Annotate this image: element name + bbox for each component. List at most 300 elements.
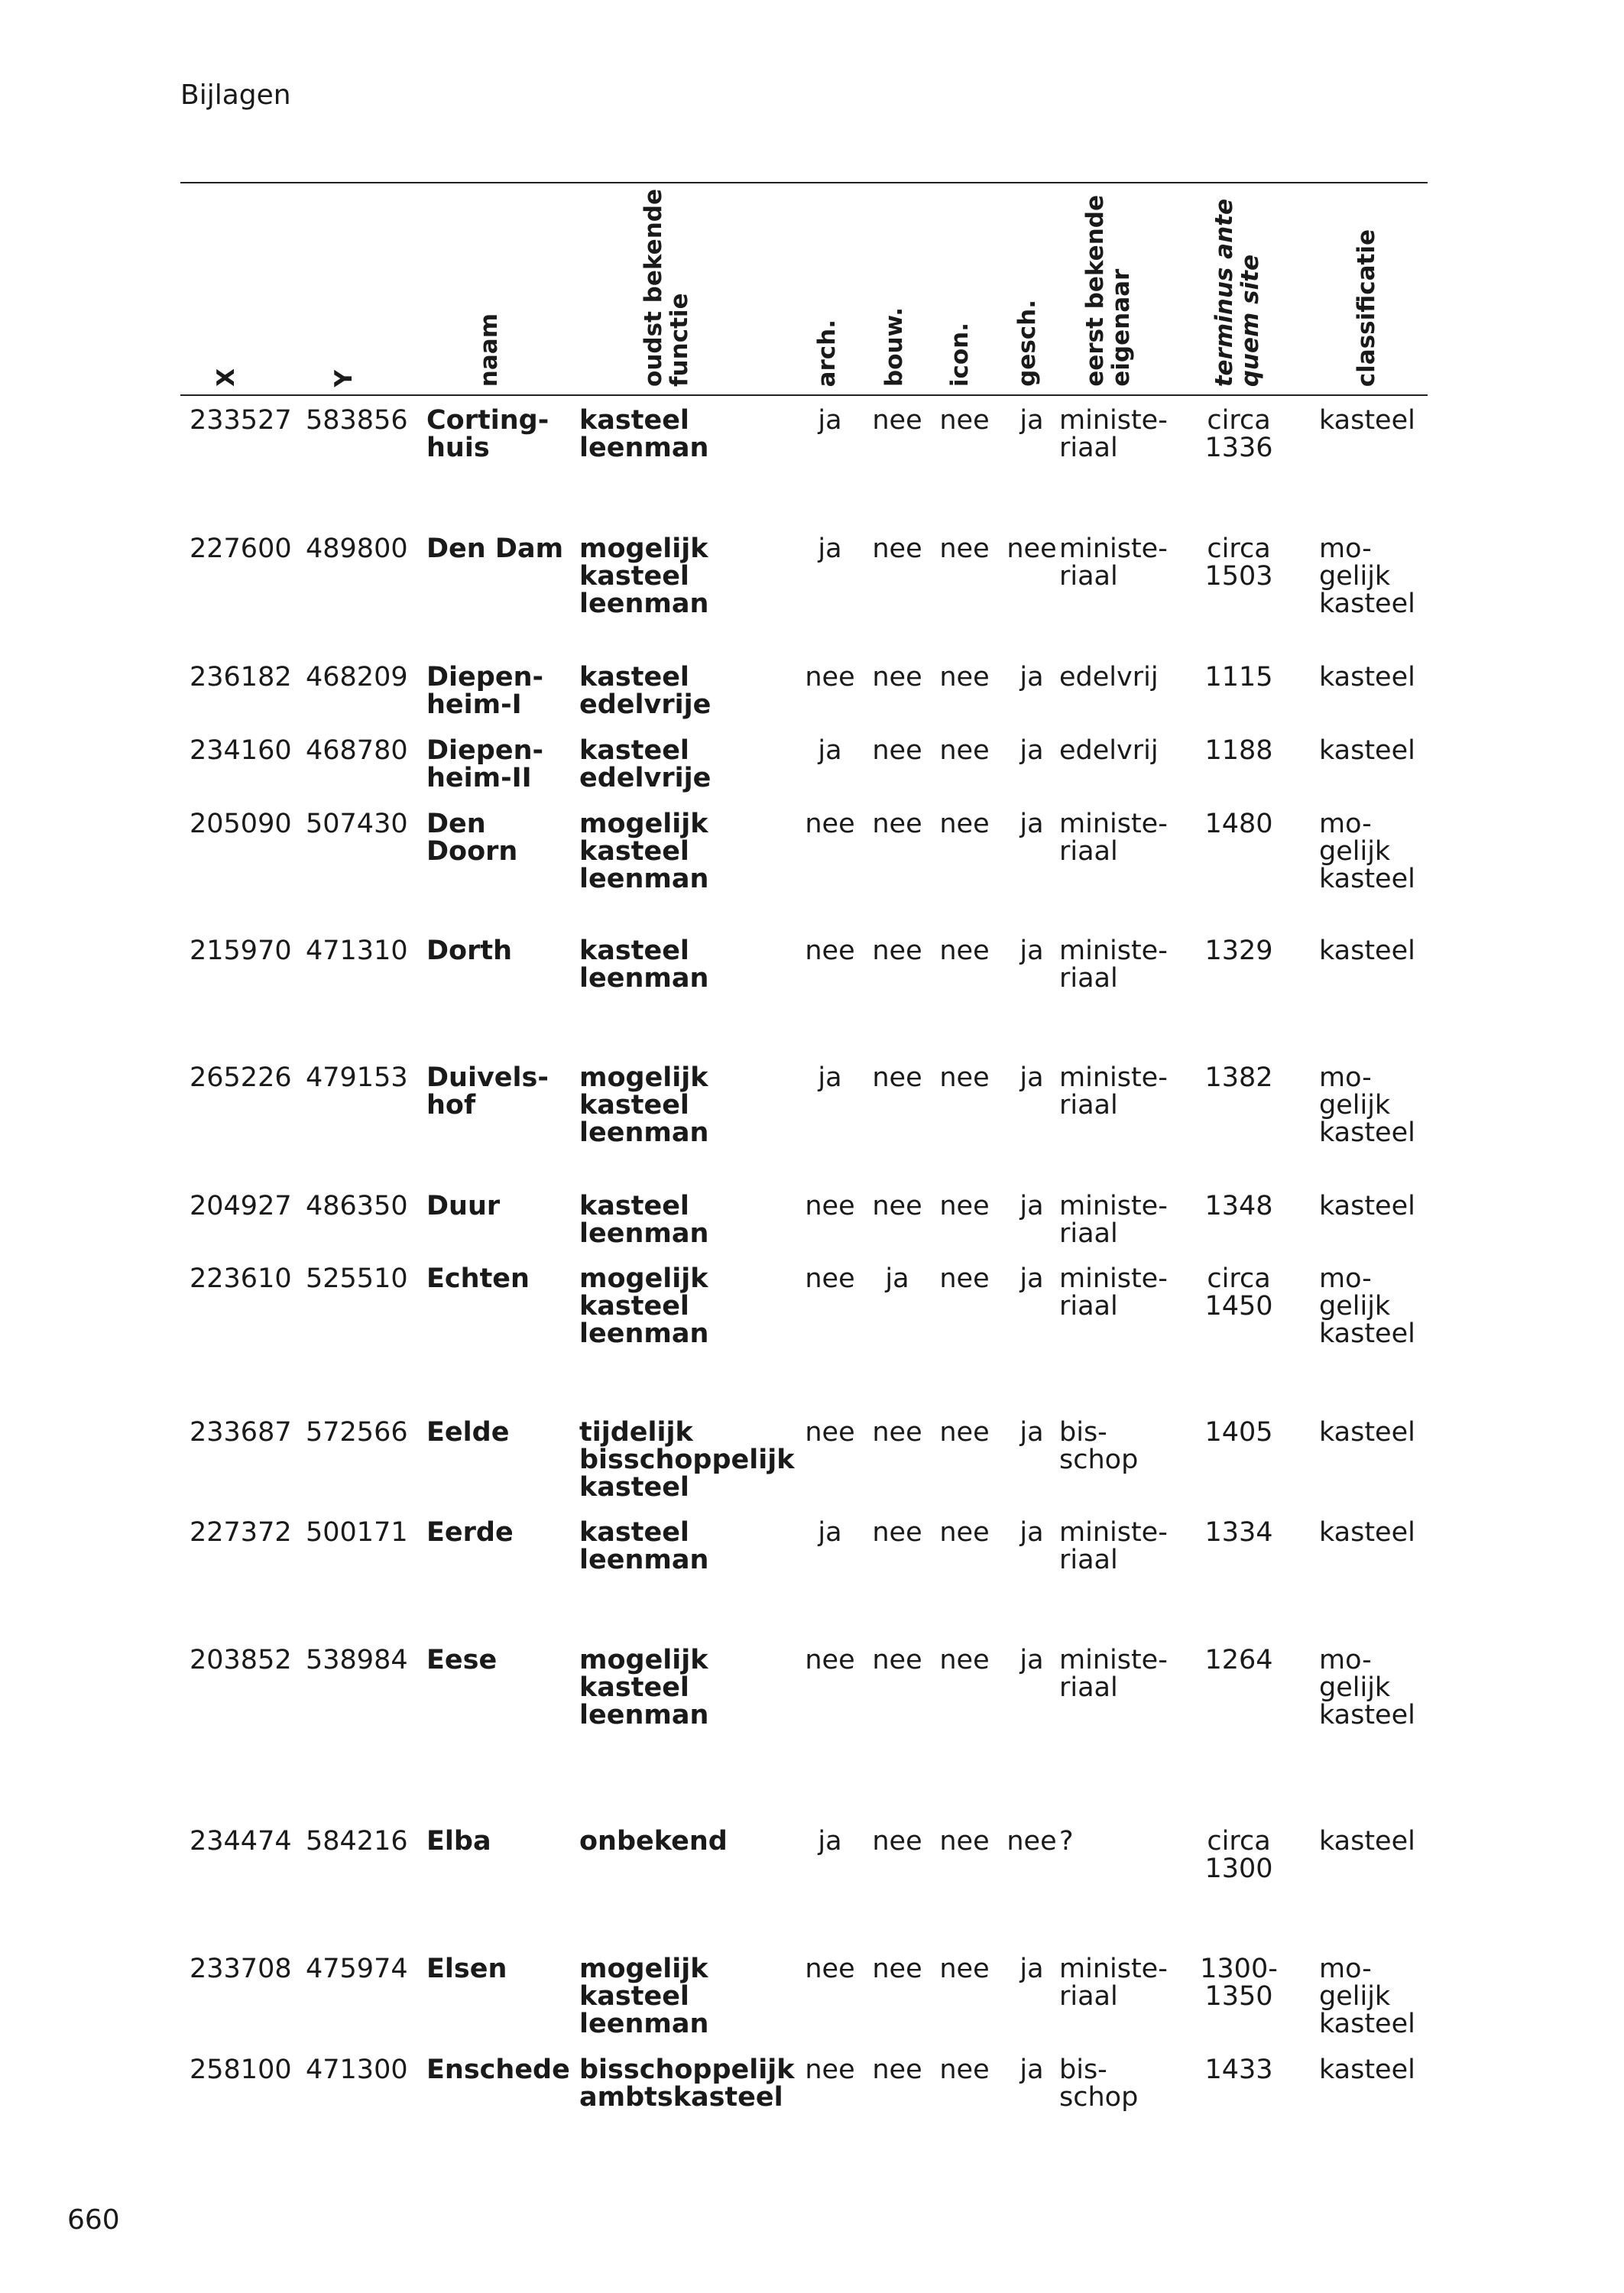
cell-functie-line: bisschoppelijk xyxy=(579,1445,795,1475)
cell-classificatie-line: gelijk xyxy=(1319,561,1391,592)
cell-eigenaar-line: ministe- xyxy=(1059,809,1168,839)
cell-naam-line: heim-I xyxy=(426,689,522,720)
cell-naam-line: Diepen- xyxy=(426,735,544,766)
cell-eigenaar-line: ministe- xyxy=(1059,936,1168,966)
cell-icon: nee xyxy=(939,1645,990,1675)
cell-eigenaar-line: ministe- xyxy=(1059,534,1168,564)
cell-icon: nee xyxy=(939,1954,990,1984)
cell-functie-line: kasteel xyxy=(579,1981,689,2012)
cell-functie xyxy=(579,1828,786,1855)
cell-classificatie-line: gelijk xyxy=(1319,1981,1391,2012)
cell-eigenaar-line: ministe- xyxy=(1059,1645,1168,1675)
cell-icon: nee xyxy=(939,2055,990,2085)
page-number: 660 xyxy=(67,2204,120,2236)
cell-bouw: nee xyxy=(872,405,922,436)
cell-y: 538984 xyxy=(306,1645,408,1675)
cell-gesch: ja xyxy=(1019,1191,1044,1221)
cell-terminus-line: circa xyxy=(1207,1263,1271,1294)
header-functie-line: functie xyxy=(666,293,693,387)
cell-eigenaar-line: bis- xyxy=(1059,2055,1107,2085)
cell-functie-line: kasteel xyxy=(579,1472,689,1503)
header-functie xyxy=(640,189,692,387)
cell-bouw: nee xyxy=(872,2055,922,2085)
cell-functie-line: mogelijk xyxy=(579,1645,708,1675)
cell-terminus-line: 1115 xyxy=(1204,662,1273,692)
cell-classificatie-line: gelijk xyxy=(1319,836,1391,867)
cell-naam xyxy=(426,1519,572,1546)
cell-arch: nee xyxy=(805,2055,855,2085)
cell-classificatie-line: kasteel xyxy=(1319,662,1415,692)
cell-terminus xyxy=(1197,737,1281,764)
cell-naam-line: Doorn xyxy=(426,836,518,867)
cell-classificatie-line: kasteel xyxy=(1319,864,1415,894)
header-terminus xyxy=(1211,199,1263,387)
header-icon-line: icon. xyxy=(946,322,974,387)
cell-classificatie-line: kasteel xyxy=(1319,1517,1415,1548)
cell-terminus xyxy=(1197,1828,1281,1883)
cell-naam xyxy=(426,1192,572,1220)
cell-terminus-line: 1480 xyxy=(1204,809,1273,839)
cell-naam-line: Den Dam xyxy=(426,534,564,564)
cell-y: 583856 xyxy=(306,405,408,436)
cell-icon: nee xyxy=(939,1517,990,1548)
cell-classificatie-line: kasteel xyxy=(1319,405,1415,436)
cell-terminus xyxy=(1197,535,1281,590)
header-classificatie xyxy=(1353,229,1379,387)
cell-functie-line: leenman xyxy=(579,1117,709,1148)
cell-eigenaar xyxy=(1059,535,1189,590)
cell-classificatie-line: kasteel xyxy=(1319,2009,1415,2039)
cell-bouw: nee xyxy=(872,1954,922,1984)
cell-icon: nee xyxy=(939,1062,990,1093)
cell-y: 507430 xyxy=(306,809,408,839)
cell-classificatie xyxy=(1319,810,1426,893)
cell-terminus-line: 1300 xyxy=(1204,1854,1273,1884)
cell-terminus-line: 1405 xyxy=(1204,1417,1273,1448)
cell-terminus-line: 1188 xyxy=(1204,735,1273,766)
cell-naam xyxy=(426,1955,572,1983)
cell-y: 479153 xyxy=(306,1062,408,1093)
cell-arch: ja xyxy=(818,1517,842,1548)
cell-terminus xyxy=(1197,407,1281,462)
cell-icon: nee xyxy=(939,809,990,839)
cell-naam-line: Diepen- xyxy=(426,662,544,692)
cell-eigenaar-line: ministe- xyxy=(1059,1191,1168,1221)
cell-x: 234474 xyxy=(190,1826,292,1857)
cell-functie-line: onbekend xyxy=(579,1826,728,1857)
cell-functie xyxy=(579,2055,795,2113)
cell-functie-line: bisschoppelijk xyxy=(579,2055,795,2085)
cell-functie xyxy=(579,810,786,893)
cell-functie-line: kasteel xyxy=(579,1517,689,1548)
cell-x: 233527 xyxy=(190,405,292,436)
cell-naam xyxy=(426,407,572,462)
cell-naam-line: Echten xyxy=(426,1263,530,1294)
cell-functie xyxy=(579,1519,786,1574)
header-gesch-line: gesch. xyxy=(1013,300,1041,387)
header-classificatie-line: classificatie xyxy=(1353,229,1380,387)
cell-terminus-line: 1382 xyxy=(1204,1062,1273,1093)
cell-functie xyxy=(579,1265,786,1348)
cell-icon: nee xyxy=(939,662,990,692)
cell-functie-line: leenman xyxy=(579,433,709,463)
header-x xyxy=(213,368,239,387)
cell-functie-line: mogelijk xyxy=(579,1954,708,1984)
cell-naam-line: Eerde xyxy=(426,1517,514,1548)
cell-classificatie-line: mo- xyxy=(1319,809,1372,839)
cell-classificatie xyxy=(1319,2056,1426,2084)
cell-arch: ja xyxy=(818,1826,842,1857)
cell-naam-line: Enschede xyxy=(426,2055,570,2085)
running-head: Bijlagen xyxy=(180,79,291,111)
cell-eigenaar xyxy=(1059,663,1189,691)
cell-terminus xyxy=(1197,1265,1281,1320)
cell-y: 471310 xyxy=(306,936,408,966)
cell-eigenaar xyxy=(1059,2056,1189,2111)
cell-functie xyxy=(579,1646,786,1729)
cell-bouw: nee xyxy=(872,1191,922,1221)
cell-gesch: ja xyxy=(1019,1263,1044,1294)
cell-bouw: nee xyxy=(872,936,922,966)
cell-arch: nee xyxy=(805,1417,855,1448)
cell-functie-line: tijdelijk xyxy=(579,1417,693,1448)
cell-classificatie xyxy=(1319,1828,1426,1855)
header-bouw xyxy=(881,307,907,387)
cell-classificatie xyxy=(1319,1519,1426,1546)
cell-classificatie-line: gelijk xyxy=(1319,1291,1391,1322)
cell-gesch: ja xyxy=(1019,662,1044,692)
cell-eigenaar xyxy=(1059,1265,1189,1320)
header-eigenaar-line: eerst bekende xyxy=(1081,195,1109,387)
cell-arch: ja xyxy=(818,534,842,564)
cell-naam-line: Eese xyxy=(426,1645,498,1675)
cell-functie xyxy=(579,737,786,792)
cell-eigenaar xyxy=(1059,1064,1189,1119)
cell-x: 233687 xyxy=(190,1417,292,1448)
cell-functie-line: kasteel xyxy=(579,1090,689,1121)
cell-bouw: ja xyxy=(885,1263,909,1294)
cell-icon: nee xyxy=(939,405,990,436)
cell-eigenaar-line: ministe- xyxy=(1059,1954,1168,1984)
cell-eigenaar-line: ministe- xyxy=(1059,1263,1168,1294)
header-eigenaar-line: eigenaar xyxy=(1107,268,1135,387)
cell-gesch: ja xyxy=(1019,1517,1044,1548)
cell-eigenaar xyxy=(1059,1419,1189,1474)
cell-eigenaar-line: schop xyxy=(1059,1445,1139,1475)
cell-classificatie-line: mo- xyxy=(1319,1645,1372,1675)
cell-x: 203852 xyxy=(190,1645,292,1675)
cell-functie-line: kasteel xyxy=(579,405,689,436)
cell-y: 486350 xyxy=(306,1191,408,1221)
cell-naam xyxy=(426,810,572,865)
cell-classificatie xyxy=(1319,1192,1426,1220)
cell-eigenaar-line: ? xyxy=(1059,1826,1074,1857)
cell-naam xyxy=(426,1646,572,1674)
cell-terminus xyxy=(1197,663,1281,691)
cell-functie xyxy=(579,1955,786,2038)
cell-icon: nee xyxy=(939,1191,990,1221)
table-header-row xyxy=(180,183,1428,396)
cell-eigenaar-line: riaal xyxy=(1059,1090,1118,1121)
cell-x: 265226 xyxy=(190,1062,292,1093)
cell-classificatie-line: kasteel xyxy=(1319,1318,1415,1349)
cell-functie-line: leenman xyxy=(579,1218,709,1249)
cell-functie-line: kasteel xyxy=(579,1672,689,1703)
cell-naam xyxy=(426,663,572,718)
cell-terminus xyxy=(1197,937,1281,965)
header-eigenaar xyxy=(1082,195,1134,387)
cell-x: 233708 xyxy=(190,1954,292,1984)
cell-classificatie-line: kasteel xyxy=(1319,936,1415,966)
cell-naam xyxy=(426,1064,572,1119)
cell-classificatie xyxy=(1319,1646,1426,1729)
cell-eigenaar xyxy=(1059,1955,1189,2010)
cell-classificatie xyxy=(1319,1419,1426,1446)
header-naam xyxy=(476,313,502,387)
cell-classificatie xyxy=(1319,737,1426,764)
cell-arch: ja xyxy=(818,735,842,766)
cell-eigenaar-line: ministe- xyxy=(1059,405,1168,436)
cell-classificatie xyxy=(1319,1955,1426,2038)
cell-x: 227372 xyxy=(190,1517,292,1548)
cell-functie-line: leenman xyxy=(579,1318,709,1349)
cell-arch: nee xyxy=(805,662,855,692)
cell-icon: nee xyxy=(939,1417,990,1448)
cell-y: 475974 xyxy=(306,1954,408,1984)
header-terminus-line: quem site xyxy=(1237,254,1264,387)
cell-functie-line: leenman xyxy=(579,963,709,994)
cell-eigenaar xyxy=(1059,937,1189,992)
cell-terminus-line: 1264 xyxy=(1204,1645,1273,1675)
cell-classificatie xyxy=(1319,937,1426,965)
header-gesch xyxy=(1014,300,1040,387)
cell-naam xyxy=(426,737,572,792)
cell-naam-line: Elba xyxy=(426,1826,491,1857)
cell-naam xyxy=(426,1265,572,1292)
cell-classificatie xyxy=(1319,535,1426,618)
cell-icon: nee xyxy=(939,534,990,564)
cell-gesch: ja xyxy=(1019,1645,1044,1675)
cell-naam xyxy=(426,1419,572,1446)
cell-eigenaar xyxy=(1059,407,1189,462)
cell-terminus xyxy=(1197,1519,1281,1546)
cell-naam-line: Duur xyxy=(426,1191,501,1221)
cell-eigenaar xyxy=(1059,1519,1189,1574)
cell-x: 234160 xyxy=(190,735,292,766)
header-functie-line: oudst bekende xyxy=(640,189,667,387)
cell-arch: nee xyxy=(805,936,855,966)
cell-functie-line: kasteel xyxy=(579,1191,689,1221)
cell-classificatie-line: kasteel xyxy=(1319,1191,1415,1221)
cell-y: 471300 xyxy=(306,2055,408,2085)
cell-classificatie-line: kasteel xyxy=(1319,1117,1415,1148)
cell-x: 236182 xyxy=(190,662,292,692)
header-y-line: Y xyxy=(330,369,358,387)
cell-classificatie-line: mo- xyxy=(1319,1954,1372,1984)
cell-gesch: ja xyxy=(1019,405,1044,436)
cell-x: 204927 xyxy=(190,1191,292,1221)
cell-eigenaar xyxy=(1059,1828,1189,1855)
cell-bouw: nee xyxy=(872,1645,922,1675)
cell-gesch: ja xyxy=(1019,936,1044,966)
cell-terminus xyxy=(1197,1646,1281,1674)
cell-icon: nee xyxy=(939,735,990,766)
cell-classificatie-line: kasteel xyxy=(1319,735,1415,766)
header-naam-line: naam xyxy=(475,313,503,387)
cell-eigenaar-line: riaal xyxy=(1059,1981,1118,2012)
cell-classificatie xyxy=(1319,663,1426,691)
cell-bouw: nee xyxy=(872,1517,922,1548)
cell-terminus xyxy=(1197,1064,1281,1091)
cell-arch: nee xyxy=(805,1954,855,1984)
header-icon xyxy=(947,323,973,387)
cell-classificatie-line: kasteel xyxy=(1319,1826,1415,1857)
header-y xyxy=(331,370,357,387)
cell-eigenaar-line: riaal xyxy=(1059,963,1118,994)
cell-terminus xyxy=(1197,1419,1281,1446)
cell-eigenaar-line: bis- xyxy=(1059,1417,1107,1448)
cell-x: 258100 xyxy=(190,2055,292,2085)
cell-functie-line: kasteel xyxy=(579,1291,689,1322)
cell-classificatie-line: kasteel xyxy=(1319,2055,1415,2085)
cell-functie-line: kasteel xyxy=(579,936,689,966)
cell-eigenaar-line: ministe- xyxy=(1059,1062,1168,1093)
cell-terminus xyxy=(1197,1955,1281,2010)
cell-classificatie xyxy=(1319,1265,1426,1348)
cell-functie-line: kasteel xyxy=(579,735,689,766)
cell-bouw: nee xyxy=(872,809,922,839)
cell-classificatie-line: mo- xyxy=(1319,1263,1372,1294)
cell-functie-line: leenman xyxy=(579,1700,709,1730)
cell-bouw: nee xyxy=(872,534,922,564)
cell-y: 468209 xyxy=(306,662,408,692)
cell-terminus xyxy=(1197,1192,1281,1220)
cell-arch: nee xyxy=(805,809,855,839)
cell-naam-line: Duivels- xyxy=(426,1062,549,1093)
cell-functie-line: leenman xyxy=(579,864,709,894)
cell-y: 525510 xyxy=(306,1263,408,1294)
cell-naam-line: Dorth xyxy=(426,936,513,966)
cell-naam-line: huis xyxy=(426,433,490,463)
cell-terminus-line: circa xyxy=(1207,405,1271,436)
cell-functie-line: ambtskasteel xyxy=(579,2082,783,2113)
cell-y: 468780 xyxy=(306,735,408,766)
cell-eigenaar-line: riaal xyxy=(1059,561,1118,592)
cell-functie-line: mogelijk xyxy=(579,1263,708,1294)
cell-terminus xyxy=(1197,2056,1281,2084)
cell-icon: nee xyxy=(939,1826,990,1857)
cell-eigenaar xyxy=(1059,810,1189,865)
cell-terminus-line: 1433 xyxy=(1204,2055,1273,2085)
castle-table xyxy=(180,182,1428,2113)
cell-gesch: ja xyxy=(1019,1417,1044,1448)
cell-functie xyxy=(579,1417,795,1503)
cell-naam-line: Elsen xyxy=(426,1954,507,1984)
cell-classificatie-line: kasteel xyxy=(1319,589,1415,619)
cell-bouw: nee xyxy=(872,662,922,692)
cell-naam xyxy=(426,937,572,965)
cell-functie-line: kasteel xyxy=(579,662,689,692)
cell-arch: ja xyxy=(818,405,842,436)
cell-functie-line: kasteel xyxy=(579,836,689,867)
cell-bouw: nee xyxy=(872,1826,922,1857)
cell-eigenaar-line: riaal xyxy=(1059,836,1118,867)
cell-eigenaar-line: riaal xyxy=(1059,1672,1118,1703)
cell-functie xyxy=(579,407,786,462)
cell-functie-line: edelvrije xyxy=(579,689,712,720)
cell-gesch: ja xyxy=(1019,809,1044,839)
cell-terminus-line: 1350 xyxy=(1204,1981,1273,2012)
cell-gesch: nee xyxy=(1006,534,1057,564)
cell-functie xyxy=(579,1064,786,1146)
cell-eigenaar-line: edelvrij xyxy=(1059,735,1159,766)
cell-classificatie xyxy=(1319,1064,1426,1146)
cell-classificatie-line: gelijk xyxy=(1319,1090,1391,1121)
cell-terminus-line: 1329 xyxy=(1204,936,1273,966)
cell-bouw: nee xyxy=(872,1062,922,1093)
cell-y: 489800 xyxy=(306,534,408,564)
cell-gesch: ja xyxy=(1019,735,1044,766)
cell-functie xyxy=(579,1192,786,1247)
cell-functie-line: leenman xyxy=(579,589,709,619)
cell-y: 500171 xyxy=(306,1517,408,1548)
cell-naam-line: Den xyxy=(426,809,486,839)
cell-functie-line: leenman xyxy=(579,1545,709,1575)
cell-eigenaar xyxy=(1059,737,1189,764)
cell-icon: nee xyxy=(939,1263,990,1294)
cell-terminus-line: 1450 xyxy=(1204,1291,1273,1322)
cell-naam-line: Corting- xyxy=(426,405,549,436)
cell-icon: nee xyxy=(939,936,990,966)
cell-naam xyxy=(426,535,572,563)
cell-eigenaar-line: ministe- xyxy=(1059,1517,1168,1548)
cell-functie-line: kasteel xyxy=(579,561,689,592)
cell-naam xyxy=(426,1828,572,1855)
cell-eigenaar-line: edelvrij xyxy=(1059,662,1159,692)
cell-classificatie-line: kasteel xyxy=(1319,1417,1415,1448)
cell-functie xyxy=(579,535,786,618)
cell-terminus-line: circa xyxy=(1207,1826,1271,1857)
cell-terminus-line: 1300- xyxy=(1200,1954,1278,1984)
cell-x: 227600 xyxy=(190,534,292,564)
cell-y: 572566 xyxy=(306,1417,408,1448)
cell-functie-line: edelvrije xyxy=(579,763,712,793)
cell-functie xyxy=(579,663,786,718)
cell-x: 205090 xyxy=(190,809,292,839)
cell-classificatie-line: mo- xyxy=(1319,1062,1372,1093)
cell-arch: nee xyxy=(805,1191,855,1221)
cell-eigenaar-line: schop xyxy=(1059,2082,1139,2113)
header-bouw-line: bouw. xyxy=(880,307,908,387)
cell-naam xyxy=(426,2056,572,2084)
cell-y: 584216 xyxy=(306,1826,408,1857)
cell-arch: nee xyxy=(805,1645,855,1675)
cell-functie xyxy=(579,937,786,992)
cell-naam-line: heim-II xyxy=(426,763,532,793)
cell-arch: ja xyxy=(818,1062,842,1093)
cell-classificatie-line: gelijk xyxy=(1319,1672,1391,1703)
cell-terminus-line: 1503 xyxy=(1204,561,1273,592)
cell-eigenaar-line: riaal xyxy=(1059,1218,1118,1249)
cell-terminus-line: 1334 xyxy=(1204,1517,1273,1548)
cell-arch: nee xyxy=(805,1263,855,1294)
header-arch xyxy=(814,319,840,387)
cell-classificatie xyxy=(1319,407,1426,434)
cell-gesch: ja xyxy=(1019,2055,1044,2085)
cell-bouw: nee xyxy=(872,1417,922,1448)
cell-gesch: ja xyxy=(1019,1062,1044,1093)
cell-naam-line: hof xyxy=(426,1090,476,1121)
